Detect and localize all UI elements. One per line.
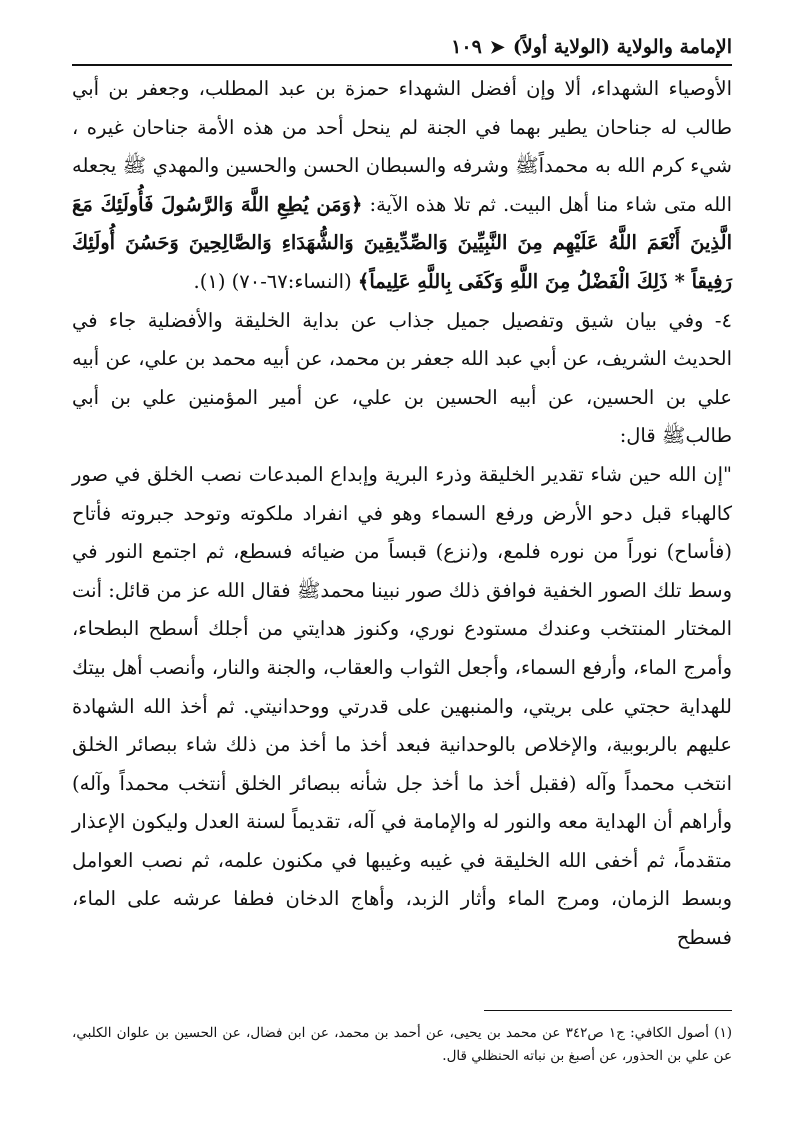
- footnote: [72, 1022, 732, 1068]
- paragraph-1-text: الأوصياء الشهداء، ألا وإن أفضل الشهداء حمزة بن عبد المطلب، وجعفر بن أبي طالب له جناحان يطير بهما في الجنة لم ينحل أحد من هذه الأمة جناحان غيره ، شيء كرم الله به محمداًﷺ وشرفه والسبطان الحسن والحسين والمهدي ﷺ يجعله الله متى شاء منا أهل البيت. ثم تلا هذه الآية:: [72, 77, 732, 216]
- arrowhead-icon: ➤: [489, 36, 505, 58]
- footnote-separator: [484, 1010, 732, 1011]
- paragraph-3: "إن الله حين شاء تقدير الخليقة وذرء البرية وإبداع المبدعات نصب الخلق في صور كالهباء قبل دحو الأرض ورفع السماء وهو في انفراد ملكوته وتوحد جبروته فأتاح (فأساح) نوراً من نوره فلمع، و(نزع) قبساً من ضيائه فسطع، ثم اجتمع النور في وسط تلك الصور الخفية فوافق ذلك صور نبينا محمدﷺ فقال الله عز من قائل: أنت المختار المنتخب وعندك مستودع نوري، وكنوز هدايتي من أجلك أسطح البطحاء، وأمرج الماء، وأرفع السماء، وأجعل الثواب والعقاب، والجنة والنار، وأنصب أهل بيتك للهداية حجتي على بريتي، والمنبهين على قدرتي ووحدانيتي. ثم أخذ الله الشهادة عليهم بالربوبية، والإخلاص بالوحدانية فبعد أخذ ما أخذ من ذلك شاء ببصائر الخلق انتخب محمداً وآله (فقبل أخذ ما أخذ جل شأنه ببصائر الخلق أنتخب محمداً وآله) وأراهم أن الهداية معه والنور له والإمامة في آله، تقديماً لسنة العدل وليكون الإعذار متقدماً، ثم أخفى الله الخليقة في غيبه وغيبها في مكنون علمه، ثم نصب العوامل وبسط الزمان، ومرج الماء وأثار الزبد، وأهاج الدخان فطفا عرشه على الماء، فسطح: [72, 462, 732, 950]
- running-header: [72, 30, 732, 66]
- verse-citation: (النساء:٦٧-٧٠) (١).: [193, 269, 358, 293]
- quran-verse: ﴿وَمَن يُطِعِ اللَّهَ وَالرَّسُولَ فَأُولَئِكَ مَعَ الَّذِينَ أَنْعَمَ اللَّهُ عَلَيْهِم مِنَ النَّبِيِّينَ وَالصِّدِّيقِينَ وَالشُّهَدَاءِ وَالصَّالِحِينَ وَحَسُنَ أُولَئِكَ رَفِيقاً * ذَلِكَ الْفَضْلُ مِنَ اللَّهِ وَكَفَى بِاللَّهِ عَلِيماً﴾: [72, 192, 732, 293]
- header-title: الإمامة والولاية (الولاية أولاً): [512, 36, 732, 58]
- paragraph-2: ٤- وفي بيان شيق وتفصيل جميل جذاب عن بداية الخليقة والأفضلية جاء في الحديث الشريف، عن أبي عبد الله جعفر بن محمد، عن أبيه محمد بن علي، عن أبيه علي بن الحسين، عن أبيه الحسين بن علي، عن أمير المؤمنين علي بن أبي طالبﷺ قال:: [72, 308, 732, 448]
- footnote-text: (١) أصول الكافي: ج١ ص٣٤٢ عن محمد بن يحيى، عن أحمد بن محمد، عن ابن فضال، عن الحسين بن علوان الكلبي، عن علي بن الحذور، عن أصبغ بن نباته الحنظلي قال.: [72, 1025, 732, 1064]
- main-text: [72, 70, 732, 958]
- paragraph-1: [72, 70, 732, 302]
- page-number: ١٠٩: [451, 36, 482, 58]
